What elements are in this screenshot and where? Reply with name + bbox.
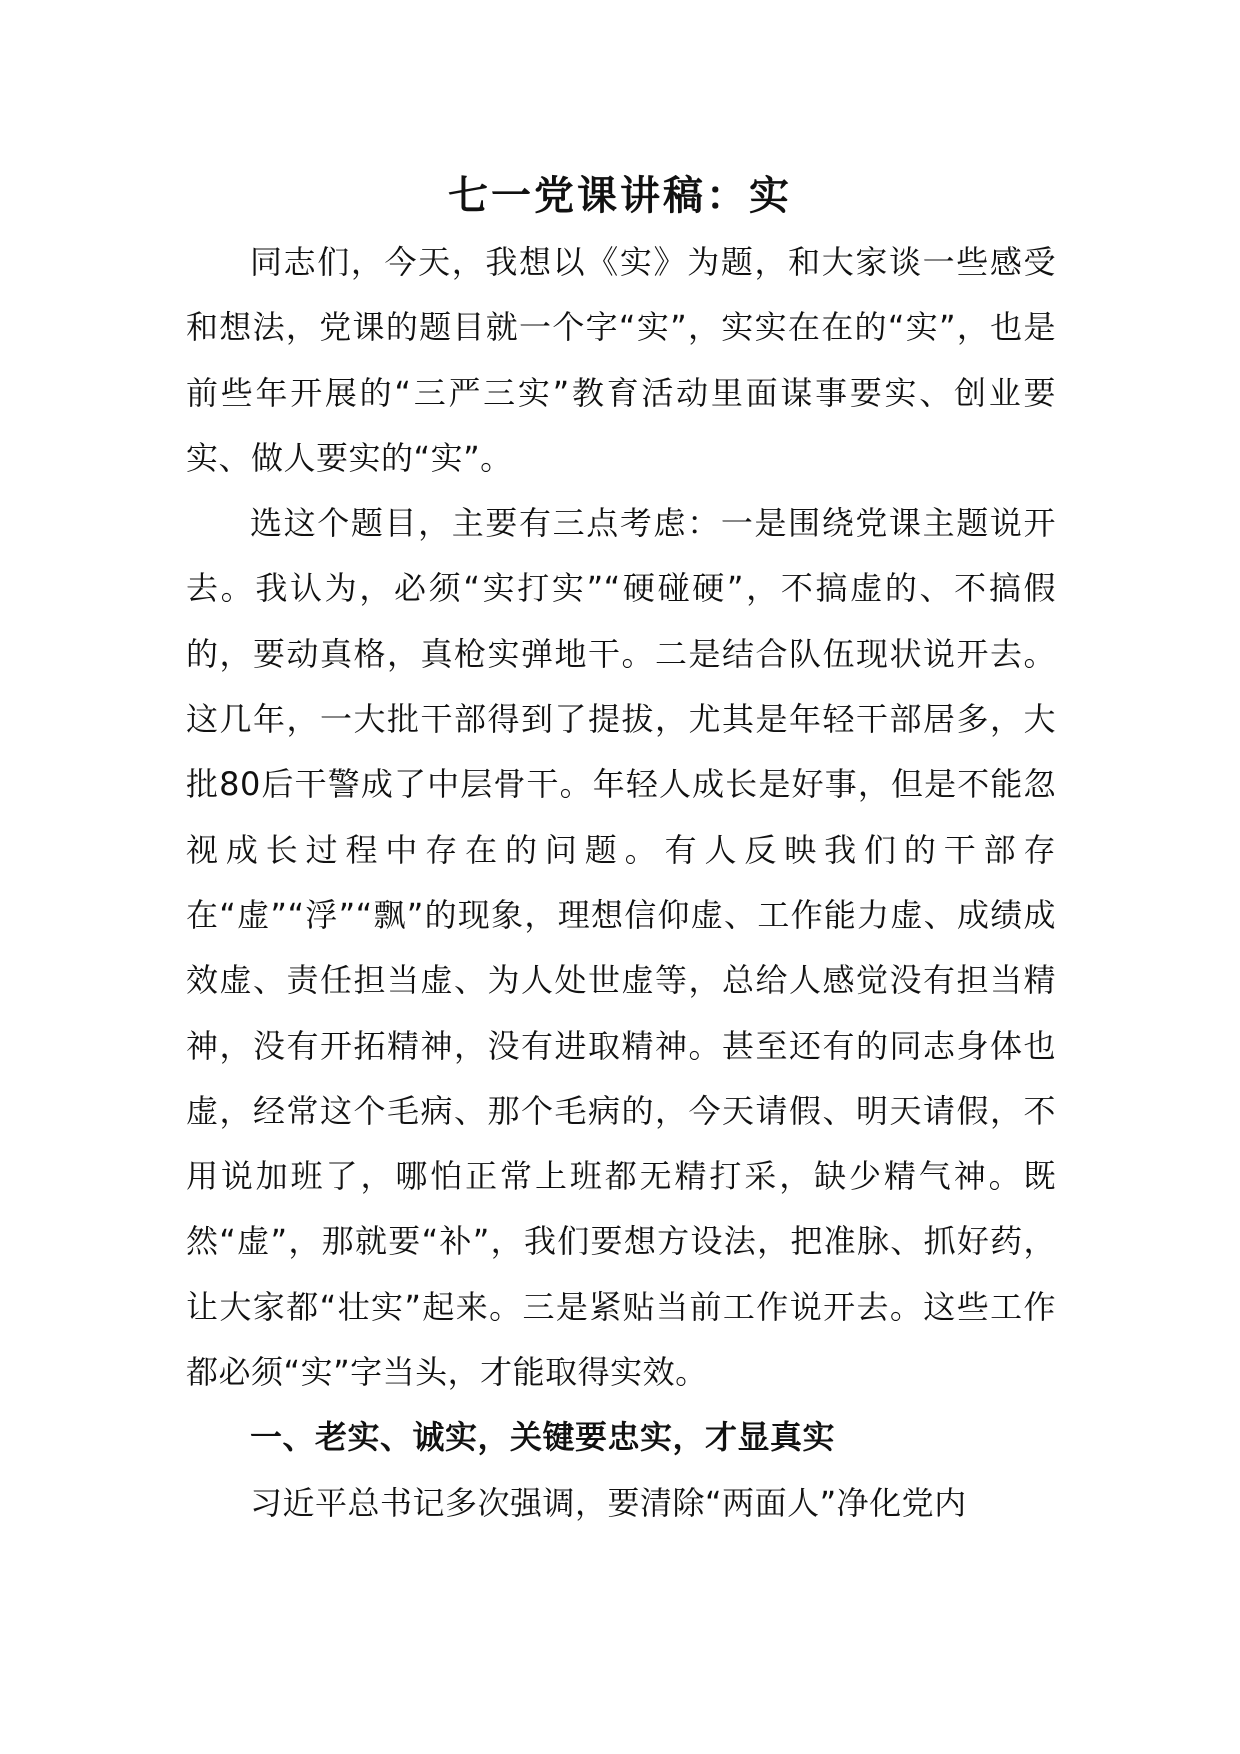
document-body — [186, 230, 1056, 1536]
section-heading: 一、老实、诚实，关键要忠实，才显真实 — [250, 1418, 836, 1457]
paragraph-section-start: 习近平总书记多次强调，要清除“两面人”净化党内 — [250, 1483, 967, 1522]
paragraph-intro: 同志们，今天，我想以《实》为题，和大家谈一些感受和想法，党课的题目就一个字“实”，实实在在的“实”，也是前些年开展的“三严三实”教育活动里面谋事要实、创业要实、做人要实的“实”。 — [186, 243, 1056, 477]
paragraph-considerations: 选这个题目，主要有三点考虑：一是围绕党课主题说开去。我认为，必须“实打实”“硬碰硬”，不搞虚的、不搞假的，要动真格，真枪实弹地干。二是结合队伍现状说开去。这几年，一大批干部得到了提拔，尤其是年轻干部居多，大批80后干警成了中层骨干。年轻人成长是好事，但是不能忽视成长过程中存在的问题。有人反映我们的干部存在“虚”“浮”“飘”的现象，理想信仰虚、工作能力虚、成绩成效虚、责任担当虚、为人处世虚等，总给人感觉没有担当精神，没有开拓精神，没有进取精神。甚至还有的同志身体也虚，经常这个毛病、那个毛病的，今天请假、明天请假，不用说加班了，哪怕正常上班都无精打采，缺少精气神。既然“虚”，那就要“补”，我们要想方设法，把准脉、抓好药，让大家都“壮实”起来。三是紧贴当前工作说开去。这些工作都必须“实”字当头，才能取得实效。 — [186, 504, 1056, 1392]
document-title: 七一党课讲稿：实 — [448, 173, 792, 219]
